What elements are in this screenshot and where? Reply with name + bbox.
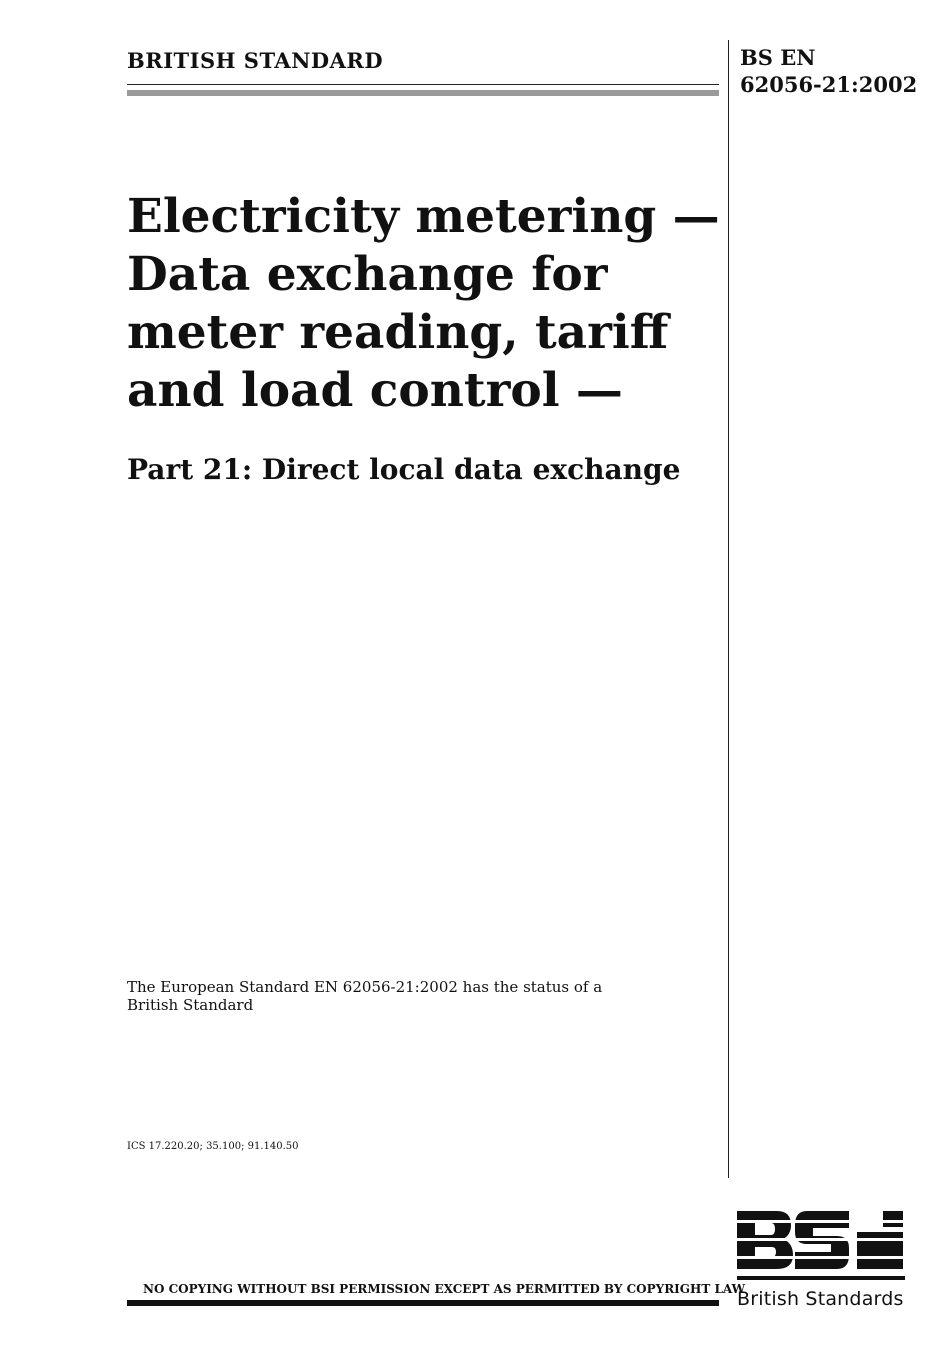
status-line-1: The European Standard EN 62056-21:2002 has the status of a	[127, 978, 603, 996]
title-line: and load control —	[127, 363, 623, 418]
document-type-label: BRITISH STANDARD	[127, 48, 384, 73]
standard-number-line-1: BS EN	[740, 45, 816, 70]
status-statement	[127, 978, 602, 1014]
footer-rule	[127, 1300, 719, 1306]
status-line-2: British Standard	[127, 996, 254, 1014]
title-line: Data exchange for	[127, 247, 608, 302]
margin-divider	[728, 40, 729, 1178]
document-title	[127, 188, 720, 420]
bsi-logo	[737, 1208, 905, 1310]
title-line: Electricity metering —	[127, 189, 720, 244]
part-title: Part 21: Direct local data exchange	[127, 453, 681, 486]
bsi-logo-mark	[737, 1208, 905, 1284]
ics-codes: ICS 17.220.20; 35.100; 91.140.50	[127, 1141, 299, 1152]
bsi-logo-caption: British Standards	[737, 1288, 904, 1310]
header-rule-thin	[127, 84, 719, 85]
standard-number-line-2: 62056-21:2002	[740, 72, 918, 97]
title-line: meter reading, tariff	[127, 305, 669, 360]
copyright-notice: NO COPYING WITHOUT BSI PERMISSION EXCEPT AS PERMITTED BY COPYRIGHT LAW	[143, 1282, 746, 1296]
standard-number	[740, 44, 917, 98]
header-rule-thick	[127, 90, 719, 96]
